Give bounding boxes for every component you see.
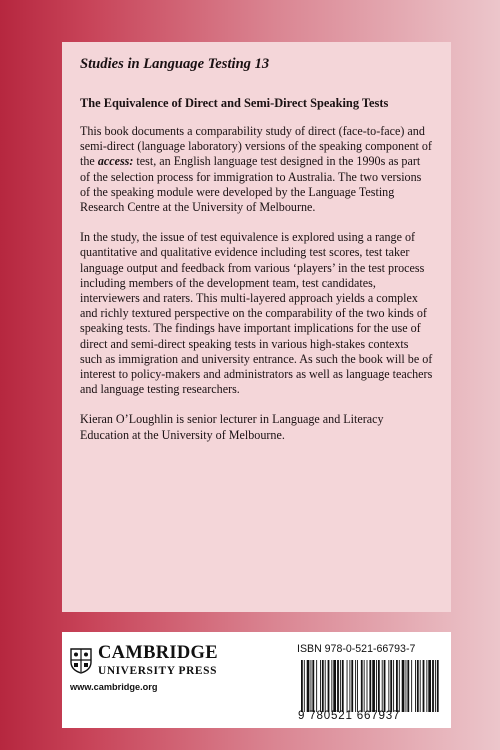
barcode-bar [301,660,303,712]
barcode-bar [328,660,330,712]
description-paragraph-2: In the study, the issue of test equivalence is explored using a range of quantitative and qualitative evidence including test scores, test taker language output and feedback from various ‘players’ in the test process including members of the development team, test candidates, interviewers and raters. This multi-layered approach yields a complex and richly textured perspective on the comparability of the two kinds of speaking tests. The findings have important implications for the use of direct and semi-direct speaking tests in various high-stakes contexts such as immigration and university entrance. As such the book will be of interest to policy-makers and administrators as well as language teachers and language testing researchers. [80,230,433,397]
barcode-bar [384,660,386,712]
barcode-bar [355,660,356,712]
barcode-bar [415,660,416,712]
barcode-bar [312,660,314,712]
series-title: Studies in Language Testing 13 [80,56,270,72]
barcode-bar [399,660,400,712]
university-crest-icon [70,648,92,674]
para1-text-a: This book documents a comparability study of direct (face-to-face) and semi-direct (language laboratory) versions of the speaking component of the [80,124,432,169]
barcode-bar [364,660,365,712]
barcode-bar [372,660,375,712]
barcode-bar [347,660,348,712]
barcode-bar [369,660,371,712]
barcode-bar [322,660,324,712]
barcode-bar [402,660,405,712]
barcode-bar [333,660,336,712]
publisher-subtitle: UNIVERSITY PRESS [98,665,218,677]
barcode-bar [331,660,332,712]
barcode [300,660,440,712]
publisher-url: www.cambridge.org [70,682,158,692]
barcode-bar [342,660,344,712]
barcode-bar [320,660,321,712]
barcode-bar [382,660,383,712]
barcode-bar [357,660,358,712]
barcode-bar [337,660,339,712]
barcode-bar [367,660,368,712]
barcode-bar [437,660,439,712]
barcode-bar [426,660,427,712]
barcode-bar [406,660,407,712]
barcode-bar [376,660,377,712]
barcode-bar [428,660,431,712]
barcode-bar [393,660,394,712]
barcode-bar [304,660,305,712]
barcode-digits: 9 780521 667937 [298,709,401,722]
barcode-bar [351,660,353,712]
barcode-bar [435,660,436,712]
back-cover-panel [62,42,451,612]
author-bio: Kieran O’Loughlin is senior lecturer in Language and Literacy Education at the University of Melbourne. [80,412,384,442]
publisher-strip [62,632,451,728]
barcode-bar [325,660,326,712]
barcode-bar [316,660,317,712]
barcode-bar [396,660,398,712]
publisher-name: CAMBRIDGE [98,643,218,663]
barcode-bar [349,660,350,712]
barcode-bar [432,660,434,712]
barcode-bar [361,660,363,712]
barcode-bar [311,660,312,712]
barcode-bar [407,660,409,712]
barcode-bar [420,660,421,712]
barcode-bar [411,660,412,712]
isbn-label: ISBN 978-0-521-66793-7 [297,643,416,655]
test-brand-name: access: [97,154,134,169]
barcode-bar [417,660,419,712]
barcode-bar [307,660,310,712]
barcode-bar [340,660,341,712]
barcode-bar [390,660,392,712]
barcode-bar [388,660,389,712]
barcode-bar [378,660,380,712]
book-title: The Equivalence of Direct and Semi-Direct Speaking Tests [80,96,389,110]
description-paragraph-1 [80,124,433,215]
barcode-bar [423,660,425,712]
para1-text-b: test, an English language test designed in the 1990s as part of the selection process for immigration to Australia. The two versions of the speaking module were developed by the Language Testing Research Centre at the University of Melbourne. [80,154,422,215]
